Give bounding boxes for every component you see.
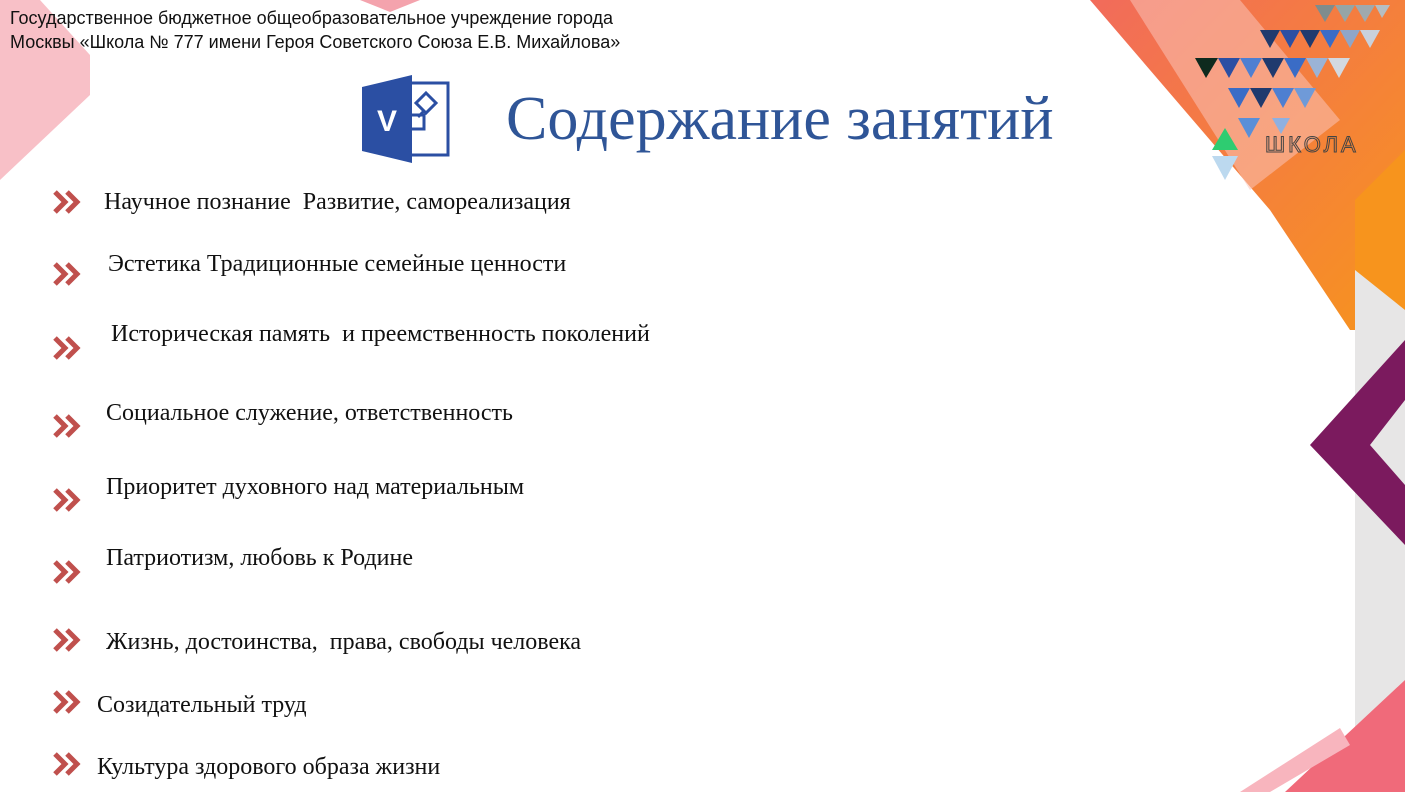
double-chevron-icon xyxy=(52,688,84,716)
list-item xyxy=(52,399,513,442)
list-item-text: Жизнь, достоинства, права, свободы человека xyxy=(106,628,582,655)
visio-app-icon xyxy=(360,75,452,163)
list-item-text: Культура здорового образа жизни xyxy=(97,753,441,780)
list-item-text: Эстетика Традиционные семейные ценности xyxy=(108,250,567,277)
list-item xyxy=(52,473,525,516)
double-chevron-icon xyxy=(52,626,84,654)
double-chevron-icon xyxy=(52,750,84,778)
double-chevron-icon xyxy=(52,188,84,216)
double-chevron-icon xyxy=(52,260,84,288)
list-item xyxy=(52,748,440,780)
double-chevron-icon xyxy=(52,334,84,362)
double-chevron-icon xyxy=(52,412,84,440)
list-item xyxy=(52,250,567,290)
list-item xyxy=(52,544,413,588)
list-item xyxy=(52,686,307,718)
org-name-line2: Москвы «Школа № 777 имени Героя Советского Союза Е.В. Михайлова» xyxy=(10,32,621,52)
list-item-text: Научное познание Развитие, самореализация xyxy=(104,188,571,215)
list-item-text: Патриотизм, любовь к Родине xyxy=(106,544,413,571)
list-item-text: Созидательный труд xyxy=(97,691,307,718)
org-name-line1: Государственное бюджетное общеобразовательное учреждение города xyxy=(10,8,614,28)
list-item xyxy=(52,320,650,364)
double-chevron-icon xyxy=(52,486,84,514)
app-icon-letter: V xyxy=(376,105,398,138)
organization-header xyxy=(10,6,730,54)
list-item-text: Приоритет духовного над материальным xyxy=(106,473,525,500)
title-row xyxy=(360,74,1054,164)
logo-text: ШКОЛА xyxy=(1265,132,1359,157)
school-logo xyxy=(1190,0,1405,185)
list-item xyxy=(52,186,571,218)
double-chevron-icon xyxy=(52,558,84,586)
list-item-text: Социальное служение, ответственность xyxy=(106,399,513,426)
list-item-text: Историческая память и преемственность поколений xyxy=(111,320,650,347)
list-item xyxy=(52,624,581,656)
page-title: Содержание занятий xyxy=(506,84,1054,153)
